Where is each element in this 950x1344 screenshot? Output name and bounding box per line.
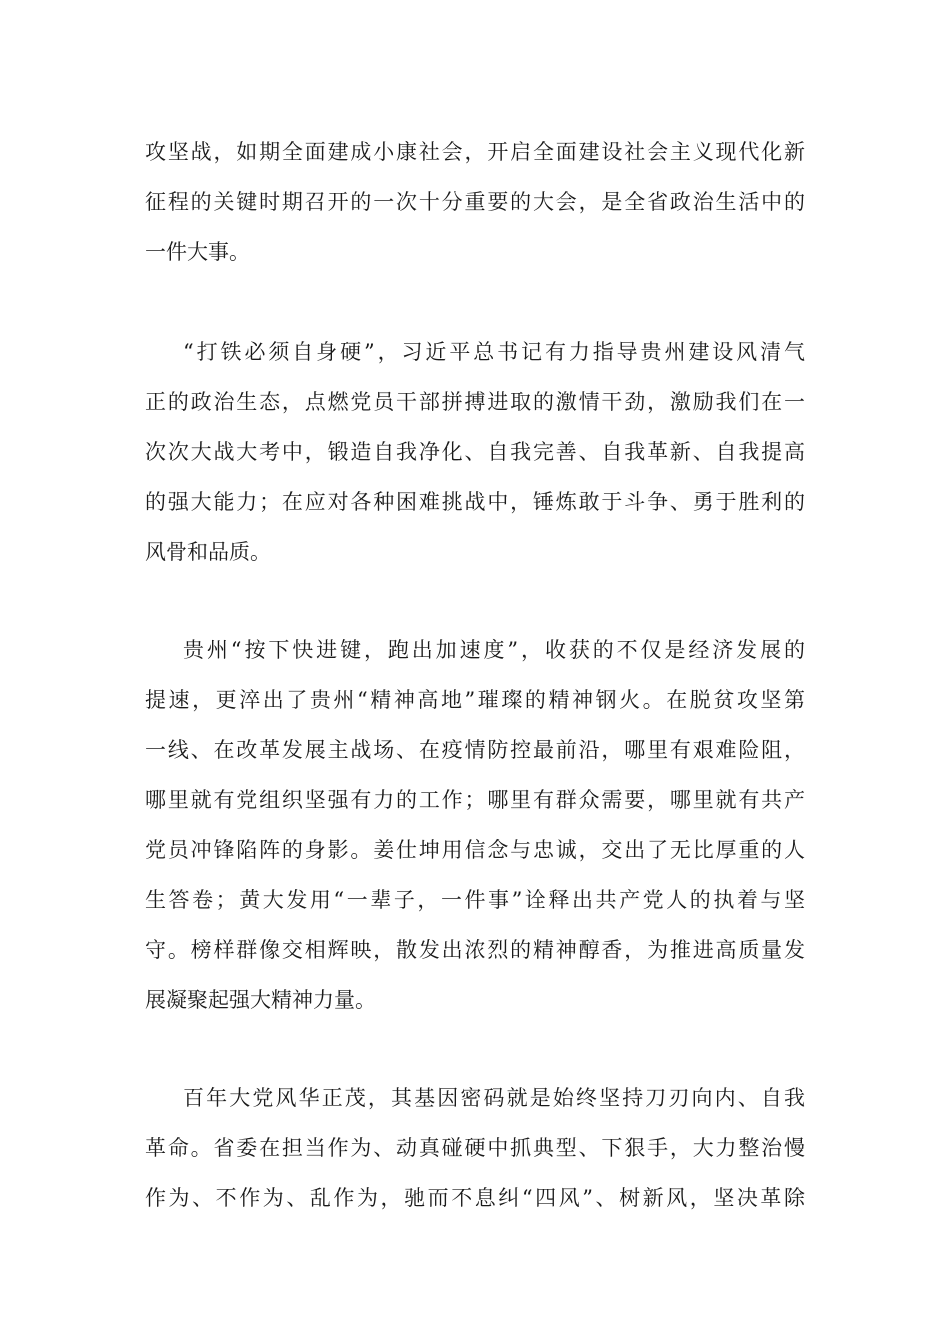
paragraph-1-line-1: 攻坚战，如期全面建成小康社会，开启全面建设社会主义现代化新 bbox=[145, 140, 805, 164]
paragraph-2-line-4: 的强大能力；在应对各种困难挑战中，锤炼敢于斗争、勇于胜利的 bbox=[145, 490, 805, 514]
paragraph-3-line-3: 一线、在改革发展主战场、在疫情防控最前沿，哪里有艰难险阻， bbox=[145, 738, 805, 762]
paragraph-4-line-1: 百年大党风华正茂，其基因密码就是始终坚持刀刃向内、自我 bbox=[183, 1086, 805, 1110]
paragraph-1-line-2: 征程的关键时期召开的一次十分重要的大会，是全省政治生活中的 bbox=[145, 190, 805, 214]
paragraph-4-line-3: 作为、不作为、乱作为，驰而不息纠“四风”、树新风，坚决革除 bbox=[145, 1186, 805, 1210]
paragraph-2-line-3: 次次大战大考中，锻造自我净化、自我完善、自我革新、自我提高 bbox=[145, 440, 805, 464]
paragraph-2-line-1: “打铁必须自身硬”，习近平总书记有力指导贵州建设风清气 bbox=[183, 340, 805, 364]
paragraph-1-line-3: 一件大事。 bbox=[145, 240, 250, 264]
paragraph-2-line-2: 正的政治生态，点燃党员干部拼搏进取的激情干劲，激励我们在一 bbox=[145, 390, 805, 414]
paragraph-3-line-8: 展凝聚起强大精神力量。 bbox=[145, 988, 376, 1012]
paragraph-3-line-6: 生答卷；黄大发用“一辈子，一件事”诠释出共产党人的执着与坚 bbox=[145, 888, 805, 912]
paragraph-3-line-1: 贵州“按下快进键，跑出加速度”，收获的不仅是经济发展的 bbox=[183, 638, 805, 662]
paragraph-4-line-2: 革命。省委在担当作为、动真碰硬中抓典型、下狠手，大力整治慢 bbox=[145, 1136, 805, 1160]
paragraph-3-line-7: 守。榜样群像交相辉映，散发出浓烈的精神醇香，为推进高质量发 bbox=[145, 938, 805, 962]
paragraph-2-line-5: 风骨和品质。 bbox=[145, 540, 271, 564]
paragraph-3-line-4: 哪里就有党组织坚强有力的工作；哪里有群众需要，哪里就有共产 bbox=[145, 788, 805, 812]
paragraph-3-line-5: 党员冲锋陷阵的身影。姜仕坤用信念与忠诚，交出了无比厚重的人 bbox=[145, 838, 805, 862]
paragraph-3-line-2: 提速，更淬出了贵州“精神高地”璀璨的精神钢火。在脱贫攻坚第 bbox=[145, 688, 805, 712]
